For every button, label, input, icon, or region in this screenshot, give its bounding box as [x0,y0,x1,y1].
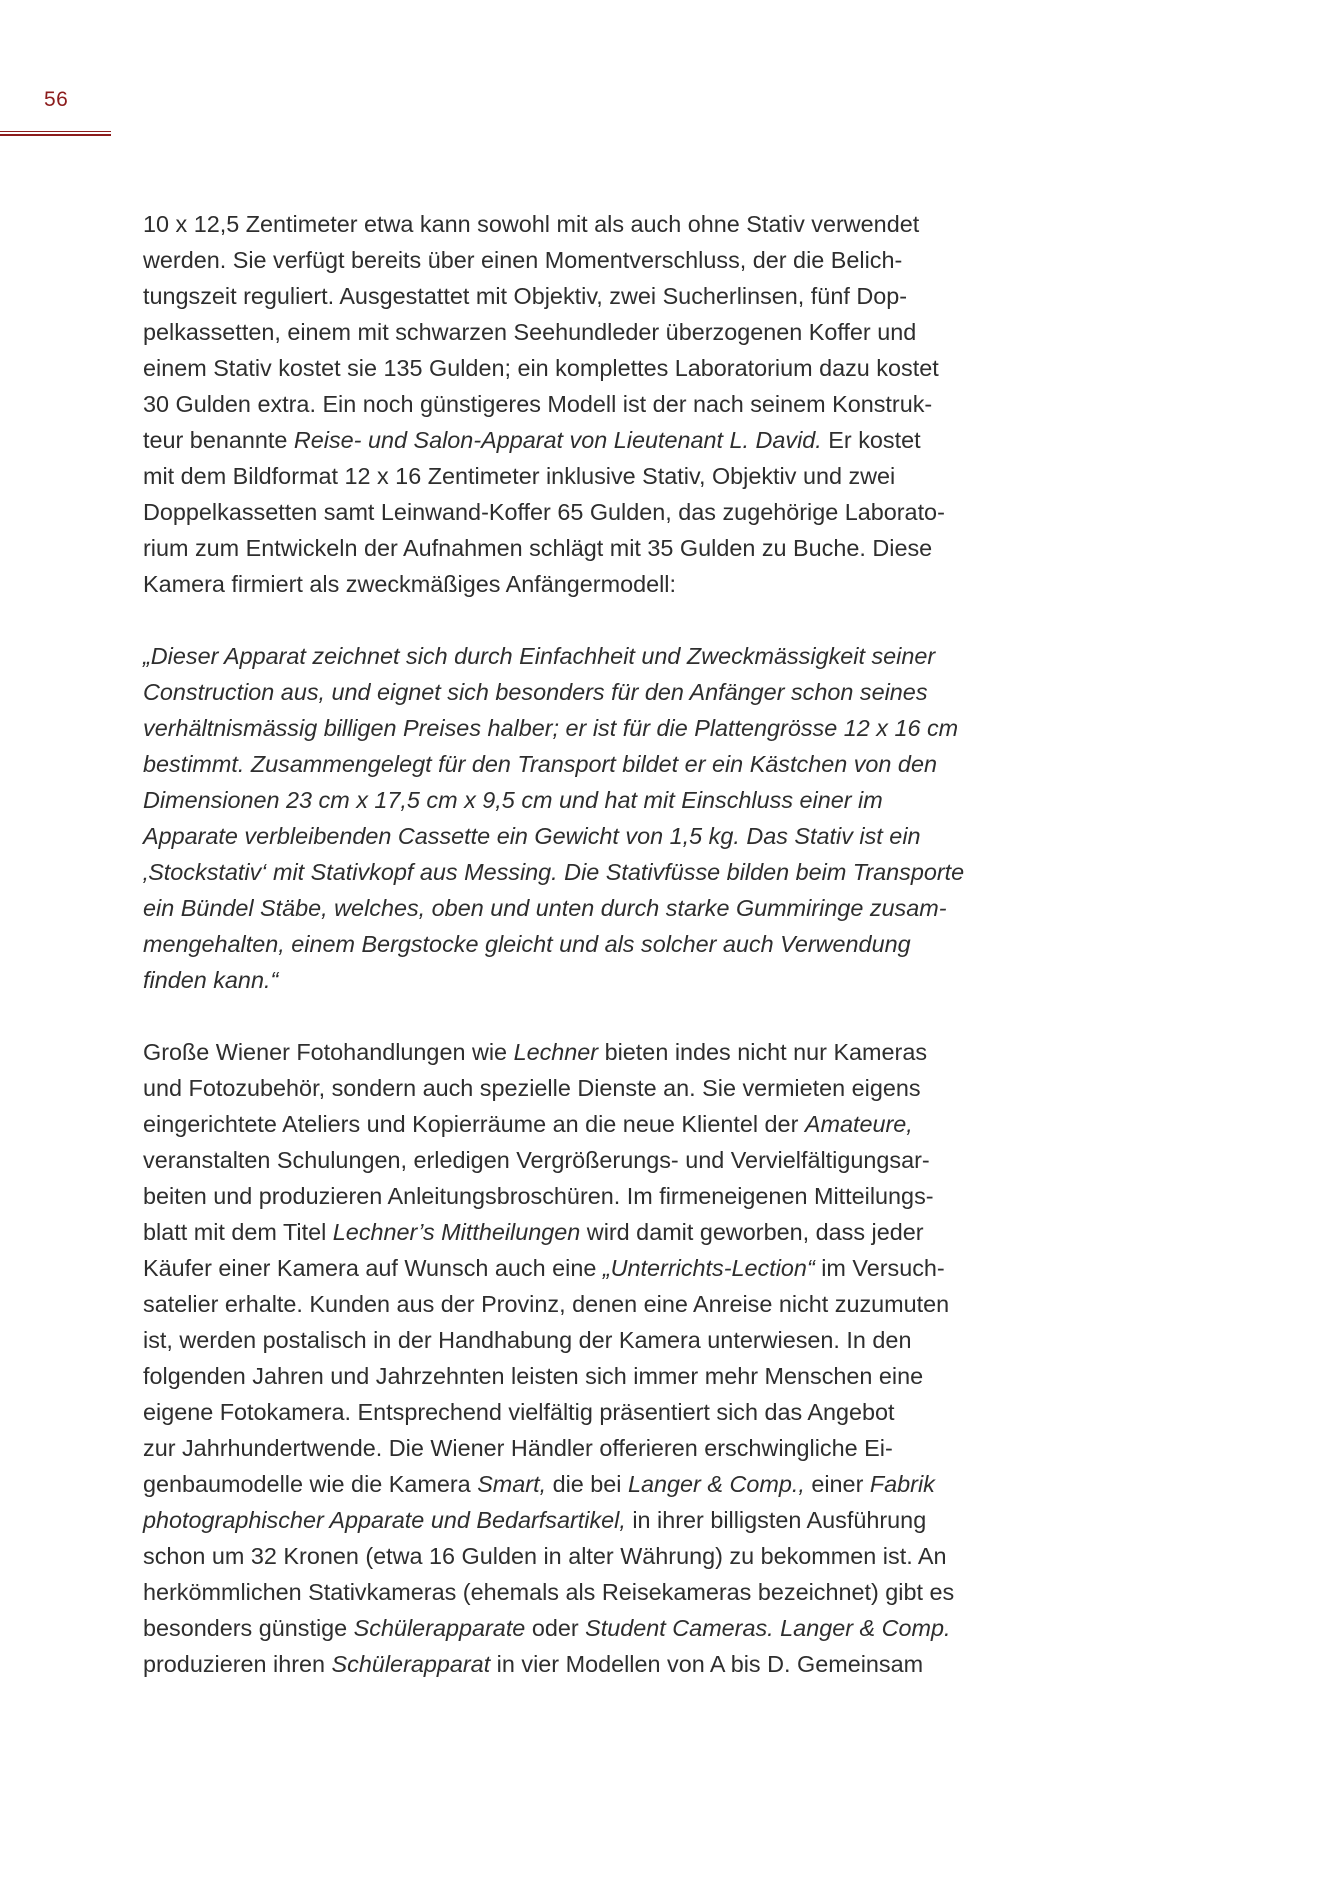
italic-text: Langer & Comp., [628,1471,805,1497]
text-line [143,422,1033,458]
text-line [143,638,1033,674]
text-line [143,1106,1033,1142]
text-run: 30 Gulden extra. Ein noch günstigeres Modell ist der nach seinem Konstruk- [143,391,933,417]
text-line [143,854,1033,890]
text-run: teur benannte [143,427,294,453]
text-line [143,1358,1033,1394]
text-line [143,386,1033,422]
text-run: eigene Fotokamera. Entsprechend vielfältig präsentiert sich das Angebot [143,1399,895,1425]
text-run: bieten indes nicht nur Kameras [598,1039,928,1065]
text-run: besonders günstige [143,1615,354,1641]
text-line [143,1322,1033,1358]
italic-text: Lechner [513,1039,599,1065]
text-run: beiten und produzieren Anleitungsbroschüren. Im firmeneigenen Mitteilungs- [143,1183,934,1209]
text-run: ‚Stockstativ‘ mit Stativkopf aus Messing. Die Stativfüsse bilden beim Transporte [143,859,965,885]
text-run: ist, werden postalisch in der Handhabung der Kamera unterwiesen. In den [143,1327,912,1353]
text-run: zur Jahrhundertwende. Die Wiener Händler offerieren erschwingliche Ei- [143,1435,893,1461]
text-line [143,350,1033,386]
text-line [143,1034,1033,1070]
text-run: Käufer einer Kamera auf Wunsch auch eine [143,1255,603,1281]
italic-text: Schülerapparate [353,1615,526,1641]
italic-text: „Unterrichts-Lection“ [602,1255,815,1281]
text-line [143,1286,1033,1322]
text-line [143,530,1033,566]
italic-text: Smart, [477,1471,547,1497]
text-line [143,926,1033,962]
text-line [143,818,1033,854]
italic-text: Amateure, [804,1111,913,1137]
text-line [143,1430,1033,1466]
header-rule-thick [0,134,111,136]
text-run: Doppelkassetten samt Leinwand-Koffer 65 Gulden, das zugehörige Laborato- [143,499,945,525]
italic-text: Reise- und Salon-Apparat von Lieutenant L. David. [293,427,822,453]
text-run: einer [804,1471,870,1497]
text-run: genbaumodelle wie die Kamera [143,1471,478,1497]
text-run: veranstalten Schulungen, erledigen Vergrößerungs- und Vervielfältigungsar- [143,1147,930,1173]
text-line [143,1646,1033,1682]
text-line [143,278,1033,314]
text-run: produzieren ihren [143,1651,332,1677]
text-run: finden kann.“ [143,967,279,993]
text-line [143,458,1033,494]
text-run: ein Bündel Stäbe, welches, oben und unten durch starke Gummiringe zusam- [143,895,947,921]
text-run: Große Wiener Fotohandlungen wie [143,1039,514,1065]
text-run: Kamera firmiert als zweckmäßiges Anfängermodell: [143,571,676,597]
text-line [143,1394,1033,1430]
header-rule-thin [0,131,111,132]
text-run: Dimensionen 23 cm x 17,5 cm x 9,5 cm und hat mit Einschluss einer im [143,787,883,813]
text-run: in vier Modellen von A bis D. Gemeinsam [490,1651,924,1677]
text-line [143,1250,1033,1286]
text-line [143,1538,1033,1574]
text-run: einem Stativ kostet sie 135 Gulden; ein komplettes Laboratorium dazu kostet [143,355,939,381]
text-run: in ihrer billigsten Ausführung [625,1507,927,1533]
text-line [143,566,1033,602]
text-run: eingerichtete Ateliers und Kopierräume an die neue Klientel der [143,1111,805,1137]
text-run: und Fotozubehör, sondern auch spezielle Dienste an. Sie vermieten eigens [143,1075,921,1101]
text-line [143,314,1033,350]
text-line [143,962,1033,998]
text-run: folgenden Jahren und Jahrzehnten leisten sich immer mehr Menschen eine [143,1363,924,1389]
italic-text: Schülerapparat [331,1651,491,1677]
text-run: satelier erhalte. Kunden aus der Provinz, denen eine Anreise nicht zuzumuten [143,1291,950,1317]
text-run: mit dem Bildformat 12 x 16 Zentimeter inklusive Stativ, Objektiv und zwei [143,463,896,489]
text-line [143,1178,1033,1214]
text-line [143,710,1033,746]
text-line [143,242,1033,278]
text-line [143,890,1033,926]
block-quote [143,638,1033,998]
text-run: verhältnismässig billigen Preises halber; er ist für die Plattengrösse 12 x 16 cm [143,715,959,741]
text-line [143,494,1033,530]
text-line [143,1142,1033,1178]
text-run: wird damit geworben, dass jeder [580,1219,924,1245]
italic-text: photographischer Apparate und Bedarfsartikel, [143,1507,626,1533]
text-line [143,782,1033,818]
text-line [143,746,1033,782]
text-line [143,1214,1033,1250]
text-run: mengehalten, einem Bergstocke gleicht und als solcher auch Verwendung [143,931,911,957]
text-run: die bei [546,1471,629,1497]
text-line [143,1466,1033,1502]
text-run: im Versuch- [814,1255,945,1281]
text-run: tungszeit reguliert. Ausgestattet mit Objektiv, zwei Sucherlinsen, fünf Dop- [143,283,908,309]
text-run: pelkassetten, einem mit schwarzen Seehundleder überzogenen Koffer und [143,319,917,345]
text-line [143,206,1033,242]
text-run: 10 x 12,5 Zentimeter etwa kann sowohl mit als auch ohne Stativ verwendet [143,211,920,237]
text-run: Apparate verbleibenden Cassette ein Gewicht von 1,5 kg. Das Stativ ist ein [143,823,921,849]
italic-text: Lechner’s Mittheilungen [332,1219,581,1245]
text-line [143,1502,1033,1538]
page-number: 56 [44,88,69,111]
text-run: „Dieser Apparat zeichnet sich durch Einfachheit und Zweckmässigkeit seiner [143,643,936,669]
text-line [143,1610,1033,1646]
text-run: schon um 32 Kronen (etwa 16 Gulden in alter Währung) zu bekommen ist. An [143,1543,947,1569]
text-line [143,1574,1033,1610]
text-run: Er kostet [821,427,921,453]
text-line [143,1070,1033,1106]
text-run: Construction aus, und eignet sich besonders für den Anfänger schon seines [143,679,928,705]
body-paragraph-2 [143,1034,1033,1682]
text-run: herkömmlichen Stativkameras (ehemals als Reisekameras bezeichnet) gibt es [143,1579,955,1605]
text-run: rium zum Entwickeln der Aufnahmen schlägt mit 35 Gulden zu Buche. Diese [143,535,933,561]
text-run: bestimmt. Zusammengelegt für den Transport bildet er ein Kästchen von den [143,751,937,777]
text-run: blatt mit dem Titel [143,1219,333,1245]
text-run: werden. Sie verfügt bereits über einen Momentverschluss, der die Belich- [143,247,903,273]
body-paragraph-1 [143,206,1033,602]
text-line [143,674,1033,710]
text-run: oder [525,1615,586,1641]
header-rule [0,131,111,136]
italic-text: Fabrik [869,1471,935,1497]
italic-text: Student Cameras. Langer & Comp. [585,1615,951,1641]
